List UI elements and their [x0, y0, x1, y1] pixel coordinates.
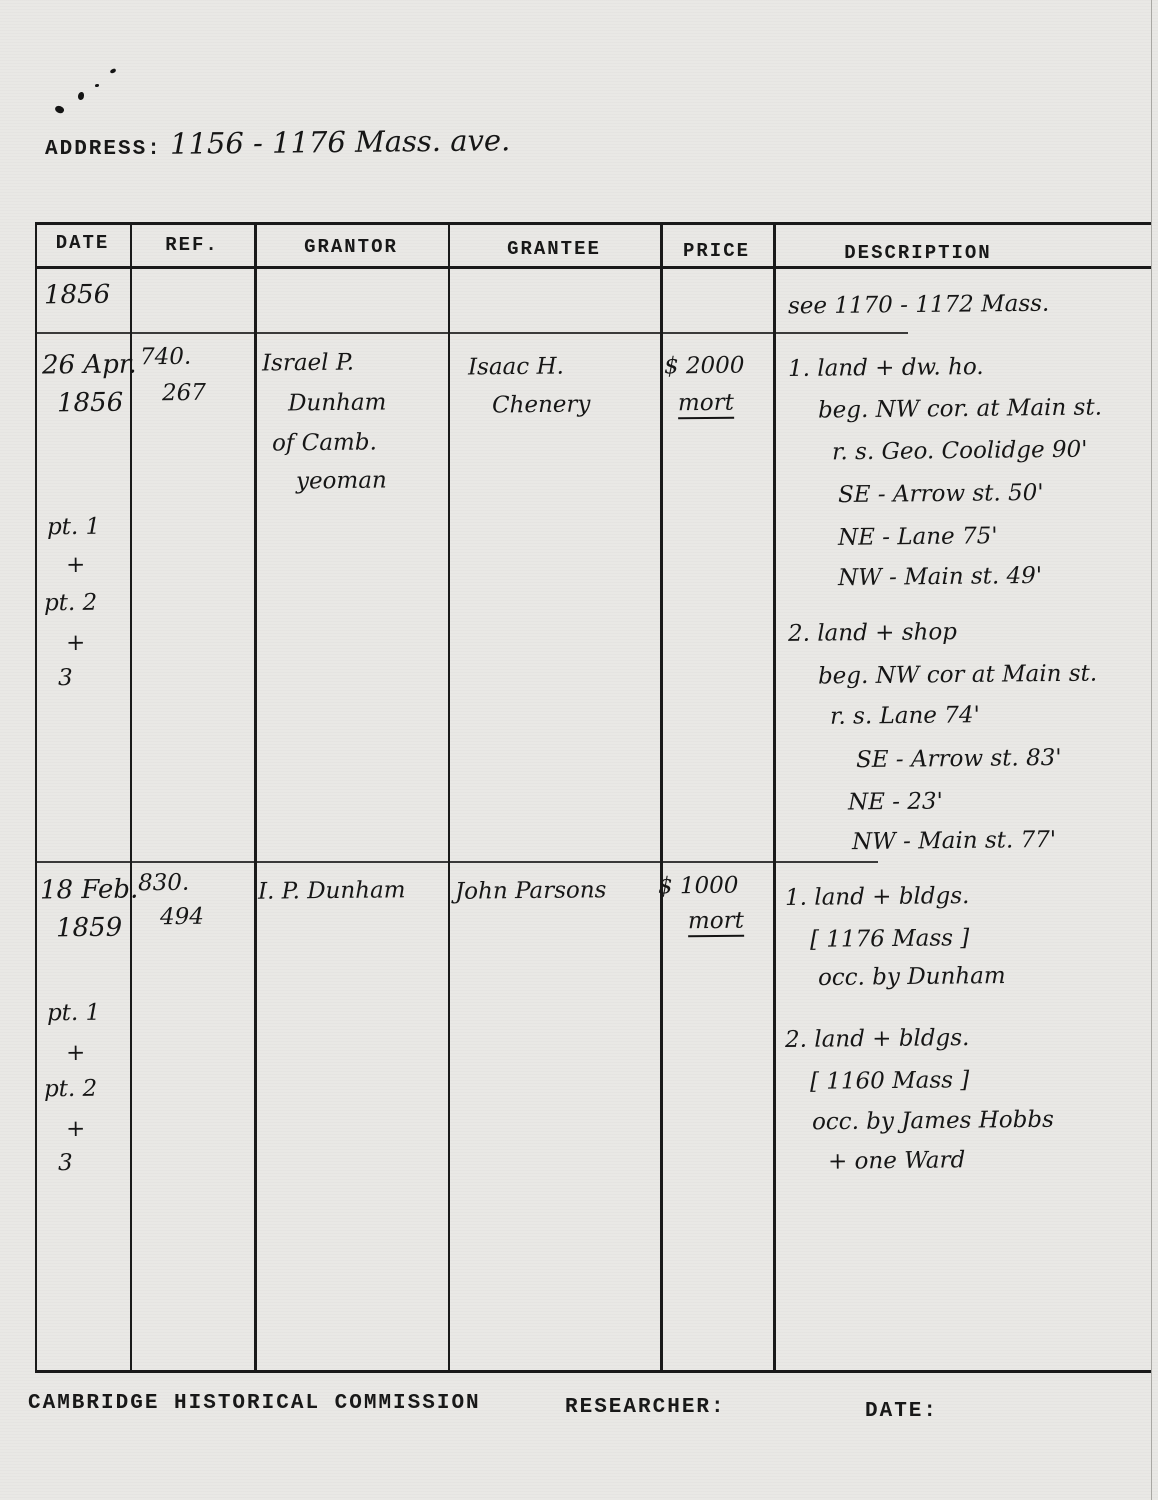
row2-description-line: beg. NW cor at Main st. — [817, 660, 1098, 690]
row2-price-note: mort — [678, 390, 734, 420]
column-divider-grantee-price — [660, 222, 663, 1372]
row2-ref-line: 267 — [161, 379, 207, 407]
row2-description-line: beg. NW cor. at Main st. — [817, 394, 1103, 424]
column-header-description: DESCRIPTION — [844, 242, 992, 264]
row3-part-note: pt. 2 — [43, 1075, 98, 1103]
row2-part-note: + — [65, 629, 86, 657]
date-label: DATE: — [865, 1400, 939, 1423]
column-divider-grantor-grantee — [448, 222, 450, 1372]
ink-speck — [54, 104, 65, 115]
row3-price-note: mort — [688, 908, 744, 938]
table-header-rule — [35, 266, 1152, 269]
row3-part-note: + — [65, 1115, 86, 1143]
row2-description-line: SE - Arrow st. 83' — [855, 744, 1062, 774]
address-label: ADDRESS: — [45, 138, 162, 161]
row2-part-note: pt. 1 — [46, 513, 101, 541]
column-header-price: PRICE — [682, 240, 750, 262]
row2-grantor-line: Dunham — [287, 389, 387, 417]
row3-part-note: pt. 1 — [46, 999, 101, 1027]
row2-description-line: 2. land + shop — [787, 619, 958, 647]
row2-description-line: NE - 23' — [847, 788, 944, 816]
row2-description-line: 1. land + dw. ho. — [787, 353, 984, 383]
row1-date: 1856 — [43, 279, 111, 311]
row1-description: see 1170 - 1172 Mass. — [787, 290, 1050, 320]
row3-date-line: 18 Feb. — [39, 874, 139, 906]
row3-part-note: 3 — [57, 1149, 73, 1177]
row2-description-line: r. s. Lane 74' — [829, 702, 980, 730]
row2-ref-line: 740. — [139, 343, 192, 371]
column-header-grantor: GRANTOR — [304, 236, 398, 258]
column-divider-ref-grantor — [254, 222, 257, 1372]
address-value: 1156 - 1176 Mass. ave. — [169, 123, 511, 161]
row2-grantee-line: Isaac H. — [467, 353, 565, 381]
row3-price-amount: $ 1000 — [657, 872, 739, 900]
row2-part-note: + — [65, 551, 86, 579]
row3-description-line: 2. land + bldgs. — [784, 1025, 970, 1053]
researcher-label: RESEARCHER: — [565, 1396, 726, 1419]
row3-ref-line: 830. — [137, 869, 190, 897]
ink-speck — [78, 92, 84, 100]
row3-grantor-line: I. P. Dunham — [257, 877, 406, 905]
row2-price-amount: $ 2000 — [663, 352, 745, 380]
column-header-date: DATE — [55, 232, 110, 254]
ink-speck — [109, 68, 116, 74]
row-separator-1 — [35, 332, 908, 334]
row3-grantee-line: John Parsons — [454, 877, 607, 905]
row2-description-line: NW - Main st. 49' — [837, 562, 1043, 592]
column-divider-date-ref — [130, 222, 132, 1372]
row3-description-line: [ 1176 Mass ] — [809, 925, 970, 953]
column-divider-price-description — [773, 222, 776, 1372]
table-top-border — [35, 222, 1152, 225]
row2-description-line: r. s. Geo. Coolidge 90' — [831, 436, 1088, 466]
row3-ref-line: 494 — [159, 903, 205, 931]
row2-part-note: 3 — [57, 664, 73, 692]
row3-description-line: [ 1160 Mass ] — [809, 1067, 970, 1095]
page-edge-line — [1151, 0, 1152, 1500]
row2-date-line: 1856 — [56, 387, 124, 419]
row2-grantor-line: Israel P. — [261, 349, 355, 377]
row2-description-line: SE - Arrow st. 50' — [837, 479, 1044, 509]
row2-date-line: 26 Apr. — [41, 349, 137, 381]
row2-description-line: NW - Main st. 77' — [851, 826, 1057, 856]
row3-date-line: 1859 — [55, 912, 123, 944]
organization-name: CAMBRIDGE HISTORICAL COMMISSION — [28, 1392, 481, 1415]
row3-description-line: + one Ward — [827, 1147, 966, 1175]
row3-description-line: occ. by Dunham — [817, 963, 1006, 991]
row3-description-line: occ. by James Hobbs — [811, 1106, 1055, 1136]
column-header-grantee: GRANTEE — [507, 238, 601, 260]
row2-grantee-line: Chenery — [491, 391, 591, 419]
ink-speck — [95, 84, 99, 87]
table-left-border — [35, 222, 37, 1372]
row2-description-line: NE - Lane 75' — [837, 523, 998, 551]
row2-part-note: pt. 2 — [43, 589, 98, 617]
row-separator-2 — [35, 861, 878, 863]
row2-grantor-line: yeoman — [295, 467, 387, 495]
column-header-ref: REF. — [165, 234, 219, 256]
row3-part-note: + — [65, 1039, 86, 1067]
table-bottom-border — [35, 1370, 1152, 1373]
row3-description-line: 1. land + bldgs. — [784, 883, 970, 911]
row2-grantor-line: of Camb. — [271, 429, 377, 457]
